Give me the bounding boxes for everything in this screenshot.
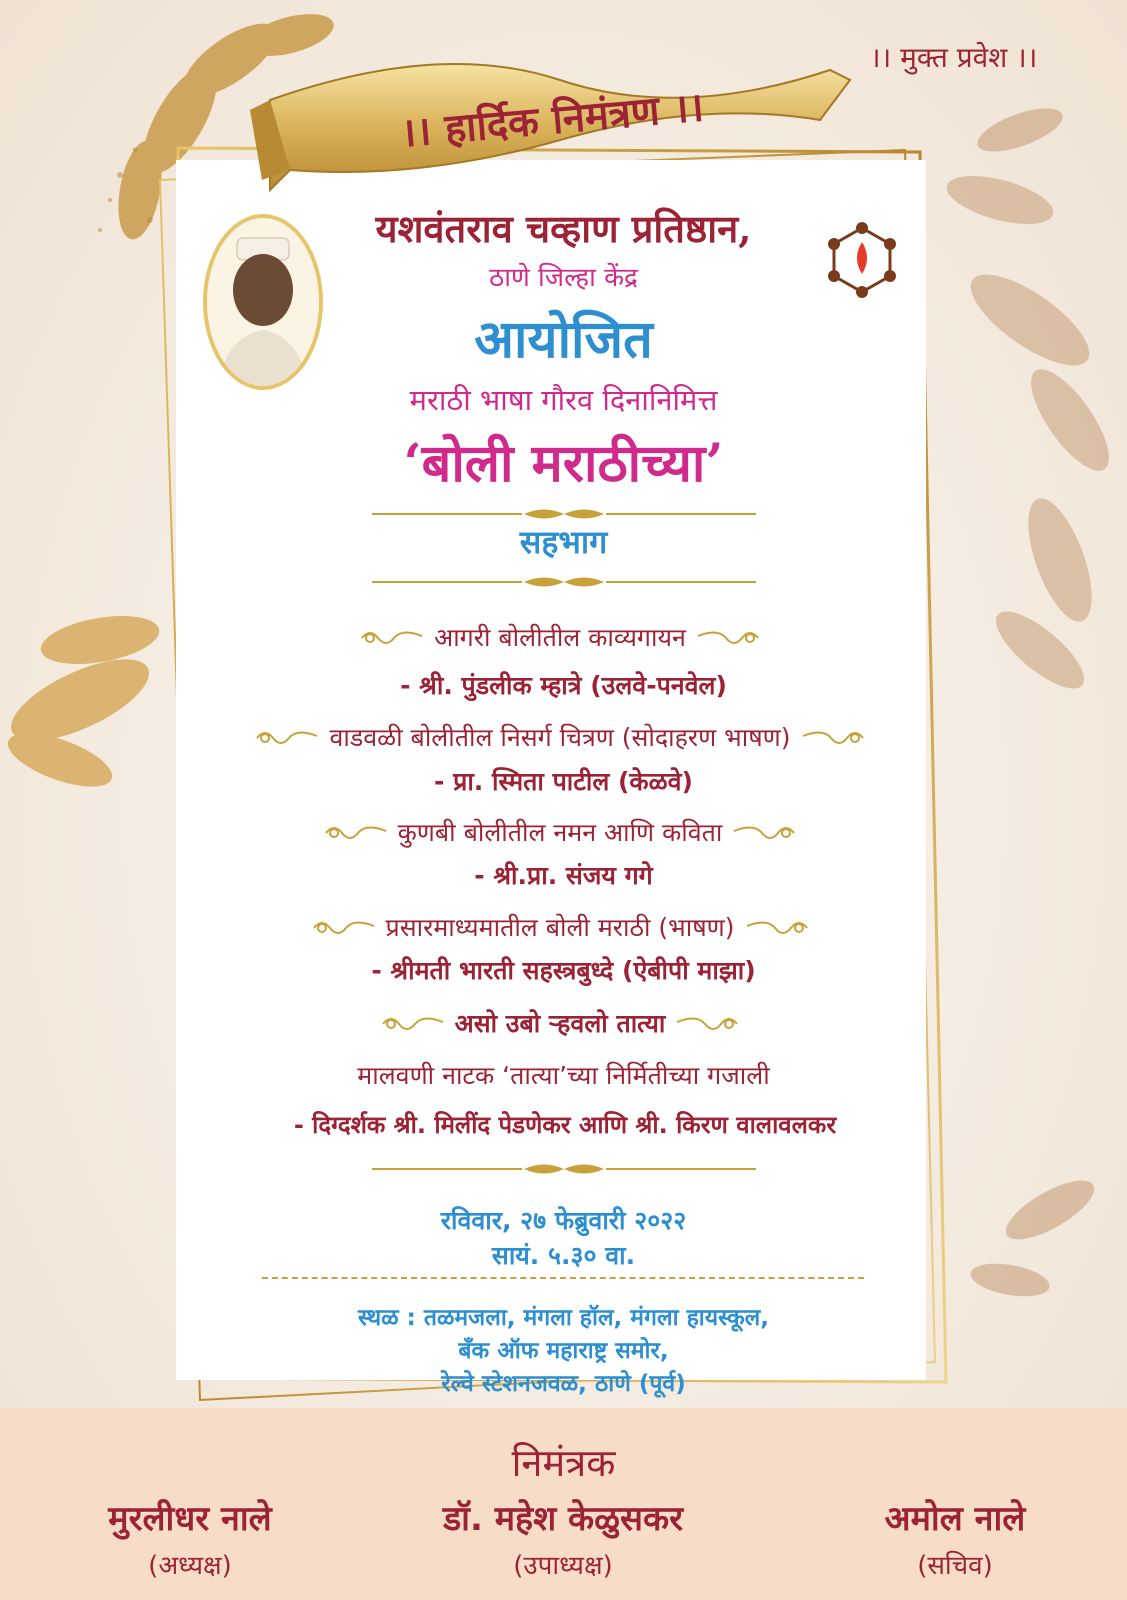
host-name: मुरलीधर नाले <box>108 1499 272 1539</box>
scroll-ornament-icon <box>312 916 376 938</box>
scroll-ornament-icon <box>745 916 809 938</box>
play-people: - दिग्दर्शक श्री. मिलींद पेडणेकर आणि श्री. किरण वालावलकर <box>293 1111 837 1139</box>
programme-person: - श्रीमती भारती सहस्त्रबुध्दे (ऐबीपी माझा) <box>371 956 756 985</box>
event-title: ‘बोली मराठीच्या’ <box>403 433 724 494</box>
venue-line: बँक ऑफ महाराष्ट्र समोर, <box>458 1338 669 1364</box>
play-title: असो उबो ऱ्हवलो तात्या <box>454 1009 666 1038</box>
venue-line: रेल्वे स्टेशनजवळ, ठाणे (पूर्व) <box>441 1371 686 1397</box>
host-block <box>398 1494 728 1582</box>
divider-ornament <box>372 1160 756 1178</box>
free-entry-note: ।। मुक्त प्रवेश ।। <box>870 41 1038 74</box>
programme-item <box>200 910 920 944</box>
hosts-heading: निमंत्रक <box>511 1441 616 1485</box>
scroll-ornament-icon <box>801 726 865 748</box>
divider-ornament <box>372 573 756 591</box>
programme-item <box>200 620 920 654</box>
event-date: रविवार, २७ फेब्रुवारी २०२२ <box>440 1206 687 1235</box>
organised-label: आयोजित <box>474 310 653 370</box>
programme-topic: आगरी बोलीतील काव्यगायन <box>434 623 686 652</box>
programme-item <box>180 720 940 754</box>
venue-line: स्थळ : तळमजला, मंगला हॉल, मंगला हायस्कूल, <box>357 1305 770 1331</box>
programme-person: - श्री. पुंडलीक म्हात्रे (उलवे-पनवेल) <box>400 671 727 700</box>
branch-name: ठाणे जिल्हा केंद्र <box>489 263 638 293</box>
occasion-line: मराठी भाषा गौरव दिनानिमित्त <box>409 383 718 417</box>
scroll-ornament-icon <box>675 1012 739 1034</box>
scroll-ornament-icon <box>255 726 319 748</box>
host-block <box>830 1494 1080 1582</box>
host-name: डॉ. महेश केळुसकर <box>442 1499 684 1539</box>
participation-heading: सहभाग <box>519 523 608 561</box>
play-description: मालवणी नाटक ‘तात्या’च्या निर्मितीच्या गजाली <box>357 1061 770 1090</box>
programme-topic: प्रसारमाध्यमातील बोली मराठी (भाषण) <box>385 913 735 942</box>
programme-person: - श्री.प्रा. संजय गगे <box>474 861 653 890</box>
banner-title: ।। हार्दिक निमंत्रण ।। <box>398 83 706 157</box>
scroll-ornament-icon <box>732 821 796 843</box>
programme-person: - प्रा. स्मिता पाटील (केळवे) <box>434 767 693 796</box>
scroll-ornament-icon <box>360 626 424 648</box>
programme-topic: कुणबी बोलीतील नमन आणि कविता <box>397 818 723 847</box>
programme-topic: वाडवळी बोलीतील निसर्ग चित्रण (सोदाहरण भाषण) <box>329 723 791 752</box>
event-time: सायं. ५.३० वा. <box>491 1241 636 1270</box>
organisation-name: यशवंतराव चव्हाण प्रतिष्ठान, <box>375 206 752 251</box>
scroll-ornament-icon <box>381 1012 445 1034</box>
host-role: (अध्यक्ष) <box>148 1551 232 1581</box>
host-role: (उपाध्यक्ष) <box>513 1551 613 1581</box>
host-name: अमोल नाले <box>884 1499 1026 1539</box>
scroll-ornament-icon <box>324 821 388 843</box>
scroll-ornament-icon <box>696 626 760 648</box>
host-block <box>50 1494 330 1582</box>
programme-item <box>200 815 920 849</box>
dashed-separator <box>262 1277 864 1279</box>
play-title-row <box>200 1006 920 1040</box>
host-role: (सचिव) <box>917 1551 993 1581</box>
